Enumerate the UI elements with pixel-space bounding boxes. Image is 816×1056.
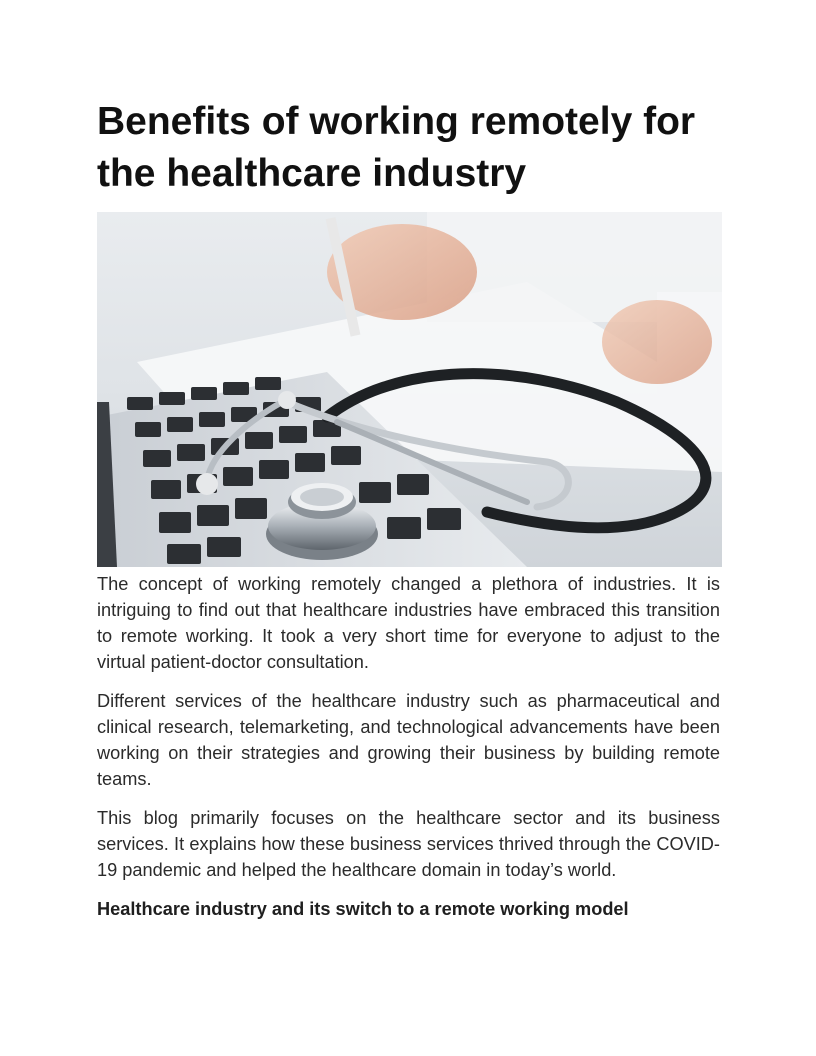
- stethoscope-laptop-photo-icon: [97, 212, 722, 567]
- hero-image: [97, 212, 722, 567]
- page-title: Benefits of working remotely for the healthcare industry: [97, 100, 696, 195]
- article-body: [97, 571, 720, 922]
- paragraph-1: The concept of working remotely changed a plethora of industries. It is intriguing to find out that healthcare industries have embraced this transition to remote working. It took a very short time for everyone to adjust to the virtual patient-doctor consultation.: [97, 574, 720, 672]
- section-heading: Healthcare industry and its switch to a remote working model: [97, 899, 629, 919]
- paragraph-2: Different services of the healthcare industry such as pharmaceutical and clinical research, telemarketing, and technological advancements have been working on their strategies and growing their business by building remote teams.: [97, 691, 720, 789]
- paragraph-3: This blog primarily focuses on the healthcare sector and its business services. It explains how these business services thrived through the COVID-19 pandemic and helped the healthcare domain in today’s world.: [97, 808, 720, 880]
